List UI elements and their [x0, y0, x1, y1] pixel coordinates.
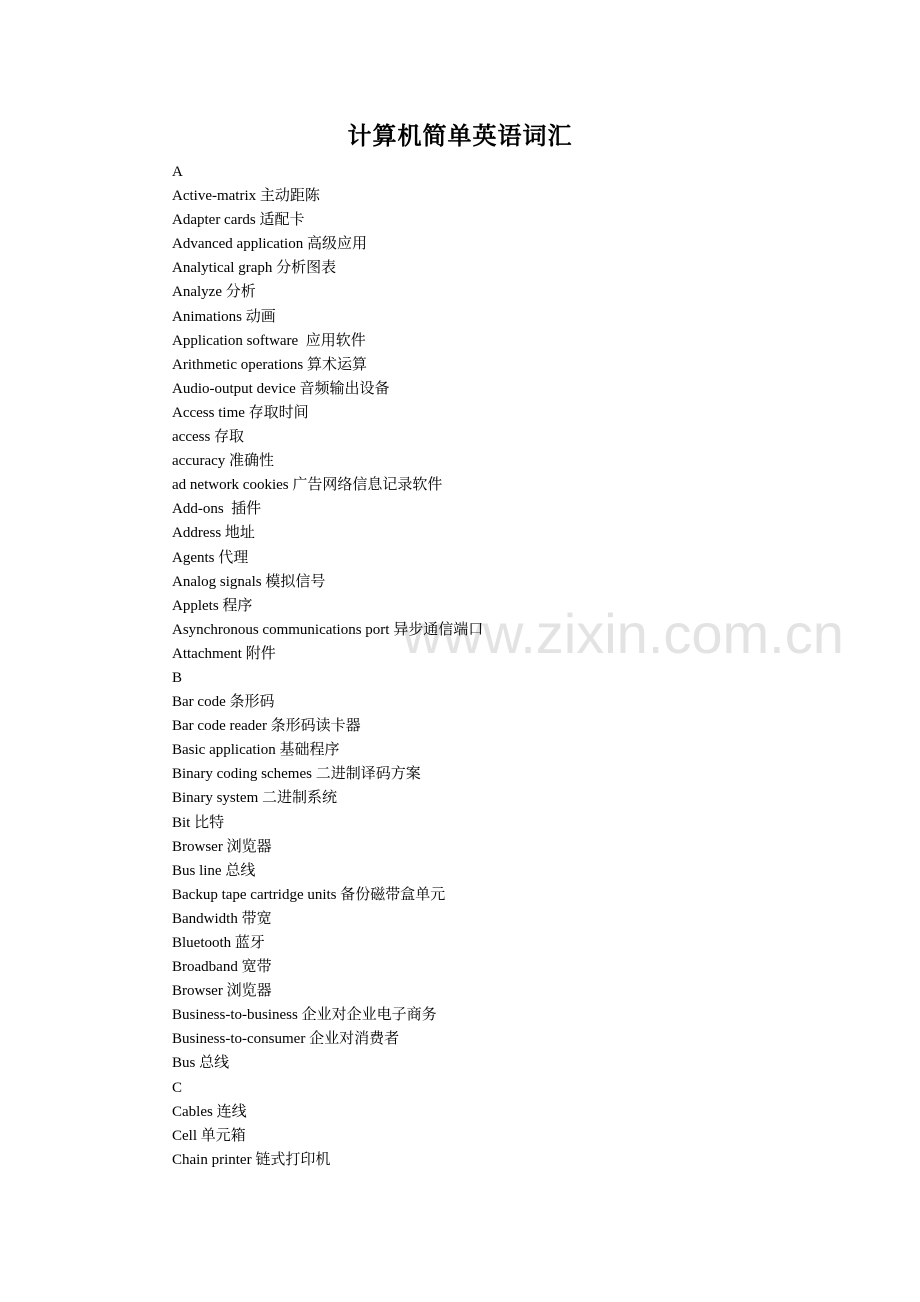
vocabulary-entry: Broadband 宽带 — [172, 959, 272, 976]
vocabulary-entry: accuracy 准确性 — [172, 453, 275, 470]
vocabulary-entry: Basic application 基础程序 — [172, 742, 340, 759]
vocabulary-entry: Bandwidth 带宽 — [172, 910, 272, 927]
watermark: www.zixin.com.cn — [402, 602, 844, 665]
vocabulary-entry: Chain printer 链式打印机 — [172, 1151, 331, 1168]
vocabulary-entry: Bus 总线 — [172, 1055, 230, 1072]
vocabulary-entry: Cell 单元箱 — [172, 1127, 246, 1144]
vocabulary-entry: Audio-output device 音频输出设备 — [172, 380, 390, 397]
vocabulary-entry: Active-matrix 主动距陈 — [172, 188, 320, 205]
vocabulary-entry: Business-to-consumer 企业对消费者 — [172, 1031, 400, 1048]
vocabulary-entry: Bluetooth 蓝牙 — [172, 935, 265, 951]
vocabulary-entry: ad network cookies 广告网络信息记录软件 — [172, 477, 443, 494]
vocabulary-entry: Analytical graph 分析图表 — [172, 260, 337, 277]
section-letter: C — [172, 1079, 183, 1096]
vocabulary-entry: access 存取 — [172, 429, 245, 446]
vocabulary-entry: Application software 应用软件 — [172, 332, 366, 349]
vocabulary-entry: Asynchronous communications port 异步通信端口 — [172, 621, 484, 638]
vocabulary-entry: Address 地址 — [172, 525, 255, 542]
vocabulary-entry: Attachment 附件 — [172, 645, 276, 662]
vocabulary-entry: Binary system 二进制系统 — [172, 790, 337, 807]
vocabulary-entry: Analog signals 模拟信号 — [172, 573, 326, 590]
vocabulary-entry: Advanced application 高级应用 — [172, 236, 367, 253]
vocabulary-entry: Adapter cards 适配卡 — [172, 212, 305, 229]
vocabulary-entry: Business-to-business 企业对企业电子商务 — [172, 1007, 437, 1024]
vocabulary-entry: Add-ons 插件 — [172, 501, 262, 518]
vocabulary-entry: Backup tape cartridge units 备份磁带盒单元 — [172, 886, 446, 903]
document-title: 计算机简单英语词汇 — [347, 121, 573, 150]
vocabulary-entry: Animations 动画 — [172, 308, 276, 325]
vocabulary-entry: Access time 存取时间 — [172, 404, 309, 421]
vocabulary-entry: Arithmetic operations 算术运算 — [172, 356, 367, 373]
vocabulary-entry: Analyze 分析 — [172, 284, 256, 301]
vocabulary-entry: Applets 程序 — [172, 597, 253, 614]
vocabulary-list — [172, 160, 812, 1172]
vocabulary-entry: Bar code 条形码 — [172, 694, 275, 711]
section-letter: A — [172, 164, 183, 180]
vocabulary-entry: Bit 比特 — [172, 814, 225, 831]
vocabulary-entry: Cables 连线 — [172, 1103, 247, 1120]
vocabulary-entry: Binary coding schemes 二进制译码方案 — [172, 766, 421, 783]
section-letter: B — [172, 669, 183, 686]
vocabulary-entry: Browser 浏览器 — [172, 983, 272, 1000]
vocabulary-entry: Browser 浏览器 — [172, 838, 272, 855]
vocabulary-entry: Bar code reader 条形码读卡器 — [172, 718, 361, 735]
vocabulary-entry: Bus line 总线 — [172, 862, 256, 879]
vocabulary-entry: Agents 代理 — [172, 549, 249, 566]
